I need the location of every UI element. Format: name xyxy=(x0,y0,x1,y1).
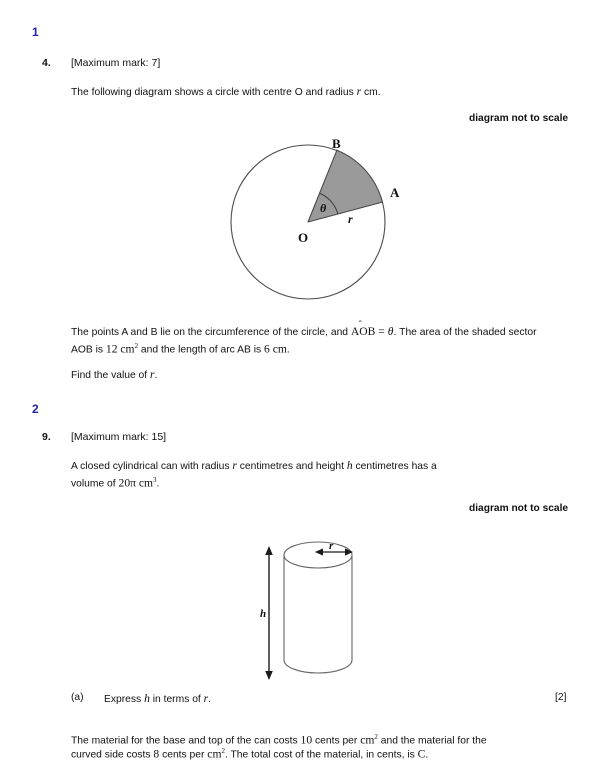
closing-cm-2: cm xyxy=(207,747,222,761)
q9-intro-var-h: h xyxy=(346,459,353,472)
q4-para-part3: and the length of arc AB is xyxy=(138,343,264,355)
q9-intro-part1: A closed cylindrical can with radius xyxy=(71,461,233,472)
q4-intro-after: cm. xyxy=(361,87,381,98)
closing-cm-1: cm xyxy=(360,733,375,747)
closing-cost-1: 10 xyxy=(300,733,313,747)
angle-a: A xyxy=(350,325,360,338)
closing-cost-2: 8 xyxy=(153,747,160,761)
centre-o-label: O xyxy=(298,230,309,245)
height-h-label: h xyxy=(260,608,267,620)
part-a-var-r: r xyxy=(203,692,209,705)
angle-theta-value: θ xyxy=(387,325,394,338)
question-number-4: 4. xyxy=(42,57,51,69)
maximum-mark-label-q4: [Maximum mark: 7] xyxy=(71,57,161,69)
q4-find-var: r xyxy=(150,368,155,381)
theta-label: θ xyxy=(320,201,327,215)
part-a-mid: in terms of xyxy=(149,694,204,705)
height-dimension-arrow xyxy=(265,546,273,680)
q4-intro-text xyxy=(71,85,541,100)
q4-find-end: . xyxy=(154,370,158,381)
closing-cm-1-exponent: 2 xyxy=(374,733,378,741)
angle-equals: = xyxy=(375,325,388,338)
angle-o-with-hat xyxy=(359,325,367,339)
maximum-mark-label-q9: [Maximum mark: 15] xyxy=(71,431,167,443)
q4-intro-var-r: r xyxy=(356,85,362,98)
cylinder-diagram xyxy=(258,535,368,690)
q9-intro-part2: centimetres and height xyxy=(236,461,347,472)
q9-volume-pre: volume of xyxy=(71,478,119,490)
section-marker-2: 2 xyxy=(32,402,39,416)
q9-volume-value: 20π cm xyxy=(118,476,154,490)
q4-find-instruction xyxy=(71,368,157,383)
closing-var-c: C xyxy=(417,747,426,761)
q9-intro-var-r: r xyxy=(232,459,237,472)
section-marker-1: 1 xyxy=(32,25,39,39)
angle-b: B xyxy=(367,325,376,338)
q9-volume-post: . xyxy=(156,478,160,490)
part-a-var-h: h xyxy=(144,692,150,705)
part-a-text xyxy=(104,692,211,705)
circle-sector-diagram xyxy=(222,135,422,310)
angle-o: O xyxy=(359,325,368,338)
sector-area-value: 12 cm xyxy=(105,341,135,355)
q9-volume-exponent: 3 xyxy=(153,476,157,484)
part-a-marks: [2] xyxy=(555,692,567,703)
cylinder-top-ellipse xyxy=(284,542,352,568)
closing-mid-1: cents per xyxy=(312,735,361,747)
q4-find-pre: Find the value of xyxy=(71,370,150,381)
closing-mid-4: . The total cost of the material, in cents, is xyxy=(224,749,418,761)
not-to-scale-label-2: diagram not to scale xyxy=(469,503,569,514)
part-a-post: . xyxy=(208,694,212,705)
closing-mid-3: cents per xyxy=(159,749,208,761)
closing-pre: The material for the base and top of the can costs xyxy=(71,735,301,747)
q4-para-part2: . The area of the shaded sector AOB is xyxy=(71,327,537,355)
closing-line2-pre: curved side costs xyxy=(71,749,154,761)
sector-area-exponent: 2 xyxy=(134,341,139,350)
q4-para-part4: . xyxy=(286,343,290,355)
arc-length-value: 6 cm xyxy=(264,341,287,355)
not-to-scale-label-1: diagram not to scale xyxy=(469,113,569,124)
q9-closing-line2 xyxy=(71,745,571,762)
closing-end: . xyxy=(425,749,429,761)
q9-intro-part3: centimetres has a xyxy=(352,461,437,472)
radius-r-label: r xyxy=(348,212,353,226)
closing-mid-2: and the material for the xyxy=(377,735,487,747)
angle-aob-notation xyxy=(351,325,375,338)
q9-intro-line1 xyxy=(71,459,491,474)
q4-paragraph-1 xyxy=(71,325,541,356)
point-a-label: A xyxy=(390,185,400,200)
radius-r-label-cylinder: r xyxy=(329,540,334,552)
closing-cm-2-exponent: 2 xyxy=(221,747,225,755)
question-number-9: 9. xyxy=(42,431,51,443)
cylinder-body xyxy=(284,555,352,673)
q9-intro-line2 xyxy=(71,474,159,491)
q4-intro-before: The following diagram shows a circle with centre O and radius xyxy=(71,87,357,98)
part-a-label: (a) xyxy=(71,692,84,703)
q4-para-part1: The points A and B lie on the circumference of the circle, and xyxy=(71,327,351,338)
part-a-pre: Express xyxy=(104,694,145,705)
point-b-label: B xyxy=(332,136,341,151)
